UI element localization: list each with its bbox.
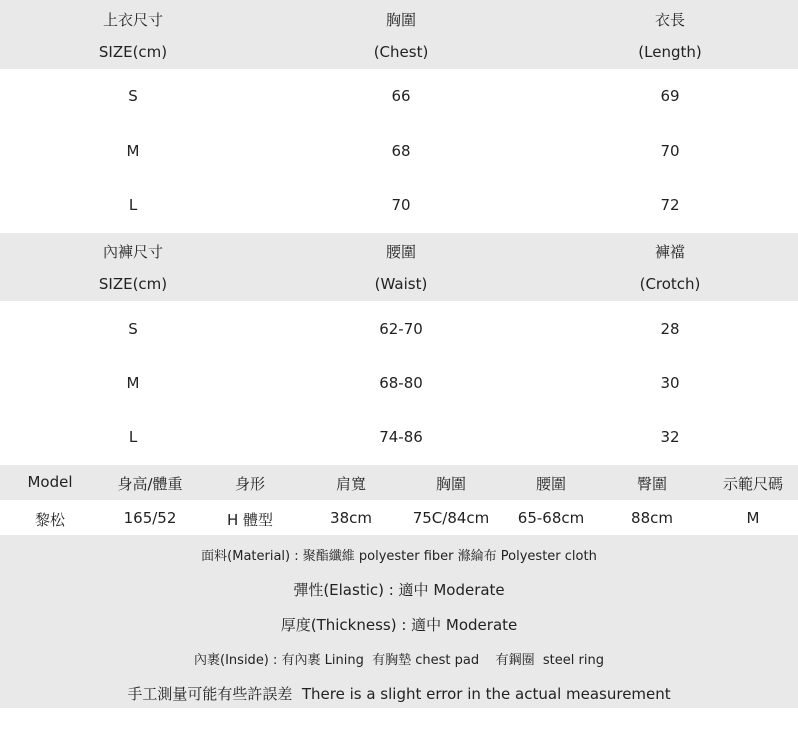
table-cell: 30 [660, 374, 680, 392]
table-cell: 黎松 [34, 511, 66, 529]
header-cell: 內褲尺寸 [102, 243, 164, 261]
table-cell: 62-70 [379, 320, 423, 338]
table-cell: 66 [391, 87, 411, 105]
table-cell: S [128, 320, 138, 338]
header-cell: 褲襠 [654, 243, 686, 261]
table-cell: L [128, 428, 138, 446]
header-cell: 上衣尺寸 [102, 11, 164, 29]
table-cell: 32 [660, 428, 680, 446]
table-cell: 68-80 [379, 374, 423, 392]
header-cell: 胸圍 [385, 11, 417, 29]
header-cell: 衣長 [654, 11, 686, 29]
table-cell: 75C/84cm [412, 509, 490, 527]
table-cell: 68 [391, 142, 411, 160]
header-cell: 胸圍 [435, 475, 467, 493]
table-cell: 70 [660, 142, 680, 160]
header-cell: SIZE(cm) [98, 43, 168, 61]
header-cell: (Crotch) [639, 275, 701, 293]
table-cell: 74-86 [379, 428, 423, 446]
header-cell: 腰圍 [385, 243, 417, 261]
inside-line: 內裹(Inside) : 有內裹 Lining 有胸墊 chest pad 有鋼圈 steel ring [194, 653, 604, 668]
table-cell: 69 [660, 87, 680, 105]
thickness-line: 厚度(Thickness) : 適中 Moderate [280, 616, 518, 634]
header-cell: (Length) [638, 43, 702, 61]
table-cell: 65-68cm [517, 509, 585, 527]
table-cell: 28 [660, 320, 680, 338]
header-cell: 臀圍 [636, 475, 668, 493]
measurement-note: 手工測量可能有些許誤差 There is a slight error in the actual measurement [127, 685, 671, 703]
header-cell: 身形 [234, 475, 266, 493]
header-cell: SIZE(cm) [98, 275, 168, 293]
table-cell: M [746, 509, 760, 527]
table-cell: 38cm [330, 509, 372, 527]
table-cell: L [128, 196, 138, 214]
header-cell: Model [27, 473, 73, 491]
elastic-line: 彈性(Elastic) : 適中 Moderate [293, 581, 505, 599]
table-cell: 72 [660, 196, 680, 214]
table-cell: S [128, 87, 138, 105]
header-cell: 示範尺碼 [722, 475, 784, 493]
material-line: 面料(Material) : 聚酯纖維 polyester fiber 滌綸布 Polyester cloth [201, 549, 597, 564]
header-cell: (Chest) [373, 43, 429, 61]
table-cell: M [126, 142, 140, 160]
table-cell: H 體型 [226, 511, 274, 529]
header-cell: (Waist) [374, 275, 428, 293]
header-cell: 肩寬 [335, 475, 367, 493]
header-cell: 身高/體重 [117, 475, 183, 493]
table-cell: 165/52 [123, 509, 177, 527]
header-cell: 腰圍 [535, 475, 567, 493]
table-cell: 70 [391, 196, 411, 214]
table-cell: 88cm [631, 509, 673, 527]
table-cell: M [126, 374, 140, 392]
